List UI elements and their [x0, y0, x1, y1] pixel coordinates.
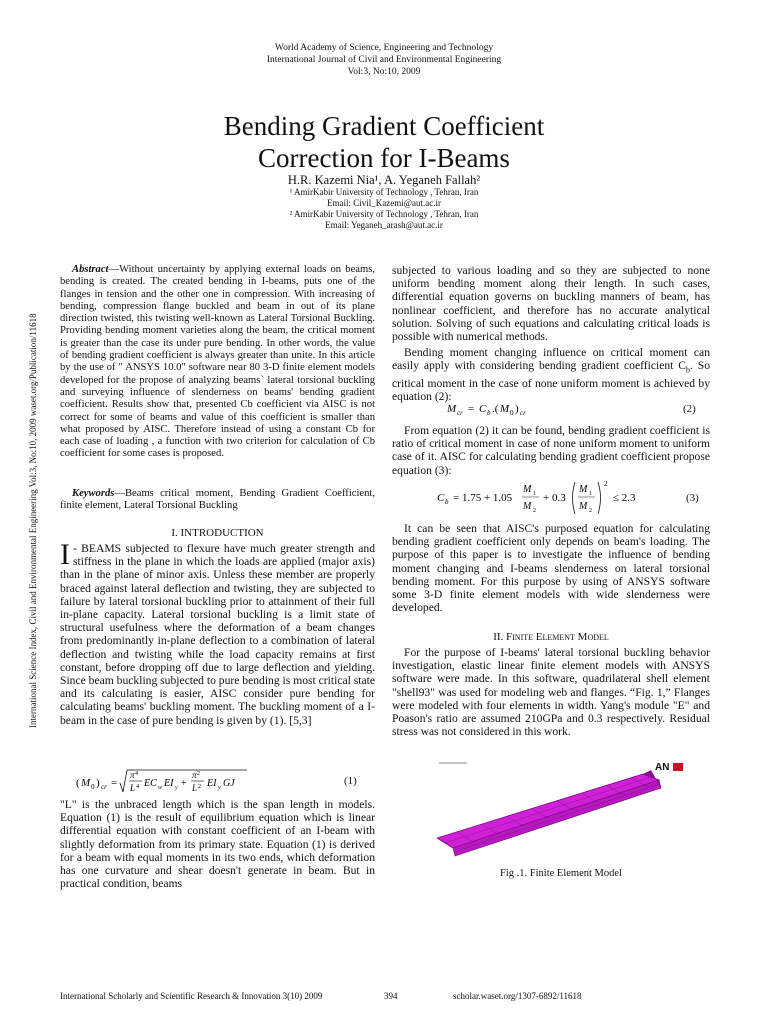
svg-text:C: C [437, 492, 445, 504]
intro-text-2: "L" is the unbraced length which is the span length in models. Equation (1) is the result of equilibrium equation which is linear differential equation with constant coefficient of an I-beam with slightly deformation from its primary state. Equation (1) is derived for a beam with equal moments in its two ends, which deformation has one curvature and shear doesn't generate in beam. But in practical condition, beams [60, 798, 375, 891]
svg-text:0: 0 [91, 783, 95, 791]
equation-3 [392, 478, 710, 518]
svg-text:(: ( [76, 777, 80, 789]
intro-text-1: - BEAMS subjected to flexure have much greater strength and stiffness in the plane in which the loads are applied (major axis) than in the plane of minor axis. Unless these member are properly braced against lateral deflection and twisting, they are subjected to failure by lateral torsional buckling prior to attainment of their full in-plane capacity. Lateral torsional buckling is a limit state of structural usefulness where the deformation of a beam changes from predominantly in-plane deflection to a combination of lateral deflection and twisting while the load capacity remains at first constant, before dropping off due to large deflection and yielding. Since beam buckling subjected to pure bending is most critical state and its calculating is easier, AISC consider pure bending for calculating beams' buckling moment. The buckling moment of a I-beam in the case of pure bending is given by (1). [5,3] [60, 542, 375, 727]
svg-text:π: π [130, 770, 135, 780]
right-text-4: It can be seen that AISC's purposed equation for calculating bending gradient coefficient only depends on beam's loading. The purpose of this paper is to investigate the influence of bending moment changing and I-beams slenderness on lateral torsional bending moment. For this purpose by using of ANSYS software some 3-D finite element models with wide slenderness were developed. [392, 522, 710, 615]
keywords-text: —Beams critical moment, Bending Gradient Coefficient, finite element, Lateral Torsional Buckling [60, 488, 375, 512]
finite-element-beam-image [437, 760, 685, 860]
svg-text:.(: .( [492, 403, 499, 415]
keywords-label: Keywords [72, 488, 115, 499]
intro-paragraph-1 [60, 538, 375, 727]
svg-text:4: 4 [135, 771, 138, 777]
equation-1-number: (1) [344, 775, 357, 787]
keywords [60, 488, 375, 513]
svg-text:cr: cr [520, 409, 526, 417]
svg-text:0: 0 [510, 409, 514, 417]
right-paragraph-5 [392, 646, 710, 738]
svg-text:EC: EC [144, 778, 157, 789]
svg-text:2: 2 [604, 480, 608, 488]
svg-text:cr: cr [101, 783, 107, 791]
svg-text:+ 0.3: + 0.3 [543, 492, 566, 504]
email-1: Email: Civil_Kazemi@aut.ac.ir [326, 198, 441, 208]
svg-text:1: 1 [589, 491, 592, 497]
svg-text:): ) [515, 403, 519, 415]
affiliation-2: ² AmirKabir University of Technology , Tehran, Iran [289, 209, 479, 219]
svg-text:L: L [192, 783, 198, 793]
section-heading-fem: II. Finite Element Model [493, 631, 609, 643]
footer-journal: International Scholarly and Scientific Research & Innovation 3(10) 2009 [60, 991, 323, 1001]
svg-text:EI: EI [164, 778, 174, 789]
svg-text:M: M [579, 484, 588, 495]
svg-text:L: L [130, 783, 136, 793]
affiliation-1: ¹ AmirKabir University of Technology , Tehran, Iran [289, 187, 479, 197]
svg-text:1: 1 [533, 491, 536, 497]
abstract [60, 264, 375, 461]
svg-text:2: 2 [197, 771, 200, 777]
right-text-2-end: . So critical moment in the case of none uniform moment is achieved by equation (2): [392, 359, 710, 403]
paper-title-line2: Correction for I-Beams [258, 143, 510, 173]
sidebar-index-text: International Science Index, Civil and Environmental Engineering Vol:3, No:10, 2009 waset.org/Publication/11618 [28, 313, 38, 728]
right-text-2-sub: b [685, 365, 690, 375]
footer-url: scholar.waset.org/1307-6892/11618 [453, 991, 582, 1001]
svg-text:b: b [445, 498, 449, 506]
journal-name: World Academy of Science, Engineering and Technology [274, 43, 494, 53]
figure-1-caption: Fig .1. Finite Element Model [500, 868, 622, 879]
svg-text:y: y [218, 785, 221, 791]
right-paragraph-1 [392, 264, 710, 343]
svg-text:C: C [479, 403, 487, 415]
svg-text:π: π [192, 770, 197, 780]
ansys-logo-mark [673, 763, 683, 771]
svg-text:M: M [81, 777, 91, 789]
svg-text:M: M [523, 484, 532, 495]
svg-text:2: 2 [533, 508, 536, 514]
journal-subtitle: International Journal of Civil and Environmental Engineering [266, 55, 502, 65]
authors: H.R. Kazemi Nia¹, A. Yeganeh Fallah² [287, 173, 481, 187]
equation-2-number: (2) [683, 403, 696, 415]
equation-2-formula [447, 398, 597, 418]
right-text-2: Bending moment changing influence on critical moment can easily apply with considering bending gradient coefficient C [392, 346, 710, 373]
right-text-3: From equation (2) it can be found, bending gradient coefficient is ratio of critical moment in case of none uniform moment to uniform case of it. AISC for calculating bending gradient coefficient propose equation (3): [392, 424, 710, 477]
email-2: Email: Yeganeh_arash@aut.ac.ir [325, 220, 443, 230]
right-paragraph-2 [392, 346, 710, 403]
figure-1 [437, 760, 685, 860]
svg-text:y: y [175, 785, 178, 791]
right-paragraph-4 [392, 522, 710, 614]
paper-title-line1: Bending Gradient Coefficient [223, 111, 545, 141]
equation-3-formula [437, 478, 657, 518]
section-heading-introduction: I. INTRODUCTION [171, 527, 264, 539]
drop-cap: I [60, 538, 70, 571]
equation-1 [72, 766, 375, 796]
svg-text:cr: cr [457, 409, 463, 417]
svg-text:= 1.75 + 1.05: = 1.75 + 1.05 [453, 492, 513, 504]
svg-text:): ) [96, 777, 100, 789]
svg-text:=: = [468, 403, 475, 415]
page-number: 394 [384, 991, 398, 1001]
svg-text:M: M [500, 403, 510, 415]
svg-text:2: 2 [198, 784, 201, 790]
right-text-1: subjected to various loading and so they are subjected to none uniform bending moment along their length. In such cases, differential equation governs on buckling manners of beam, has nonlinear coefficient, and therefore has no accurate analytical solution. Solving of such equations and calculating critical loads is possible with numerical methods. [392, 264, 710, 344]
equation-2 [392, 398, 710, 418]
abstract-text: —Without uncertainty by applying external loads on beams, bending is created. The created bending in I-beams, puts one of the flanges in tension and the other one in compression. With increasing of bending, compression flange buckled and beam in out of its plane direction twisted, this twisting well-known as Lateral Torsional Buckling. Providing bending moment varieties along the beam, the critical moment is greater than the case its under pure bending. In other words, the value of bending gradient coefficient is always greater than unite. In this article by the use of " ANSYS 10.0" software near 80 3-D finite element models developed for the propose of analyzing beams` lateral torsional buckling and surveying influence of slenderness on beams' bending gradient coefficient. Results show that, presented Cb coefficient via AISC is not correct for some of beams and value of this coefficient is smaller than what proposed by AISC. Therefore instead of using a constant Cb for each case of loading , a function with two criterion for calculation of Cb coefficient for some cases is proposed. [60, 264, 375, 460]
intro-paragraph-2 [60, 798, 375, 890]
svg-text:b: b [487, 409, 491, 417]
abstract-label: Abstract [72, 264, 109, 275]
svg-text:M: M [447, 403, 457, 415]
right-text-5: For the purpose of I-beams' lateral torsional buckling behavior investigation, elastic linear finite element models with ANSYS software were made. In this software, quadrilateral shell element "shell93" was used for modeling web and flanges. “Fig. 1,” Flanges were modeled with four elements in width. Yang's module "E" and Poason's ratio are assumed 210GPa and 0.3 respectively. Residual stress was not considered in this work. [392, 646, 710, 739]
svg-text:2: 2 [589, 508, 592, 514]
svg-text:=: = [111, 777, 118, 789]
svg-text:+: + [181, 778, 187, 789]
svg-text:4: 4 [136, 784, 139, 790]
right-paragraph-3 [392, 424, 710, 477]
svg-text:GJ: GJ [223, 778, 235, 789]
svg-text:M: M [523, 501, 532, 512]
equation-3-number: (3) [686, 492, 699, 504]
ansys-logo-text: AN [655, 762, 670, 773]
svg-text:w: w [158, 785, 163, 791]
equation-1-formula [72, 766, 282, 796]
svg-text:M: M [579, 501, 588, 512]
svg-text:EI: EI [207, 778, 217, 789]
journal-volume: Vol:3, No:10, 2009 [347, 67, 421, 77]
svg-text:≤ 2.3: ≤ 2.3 [613, 492, 636, 504]
